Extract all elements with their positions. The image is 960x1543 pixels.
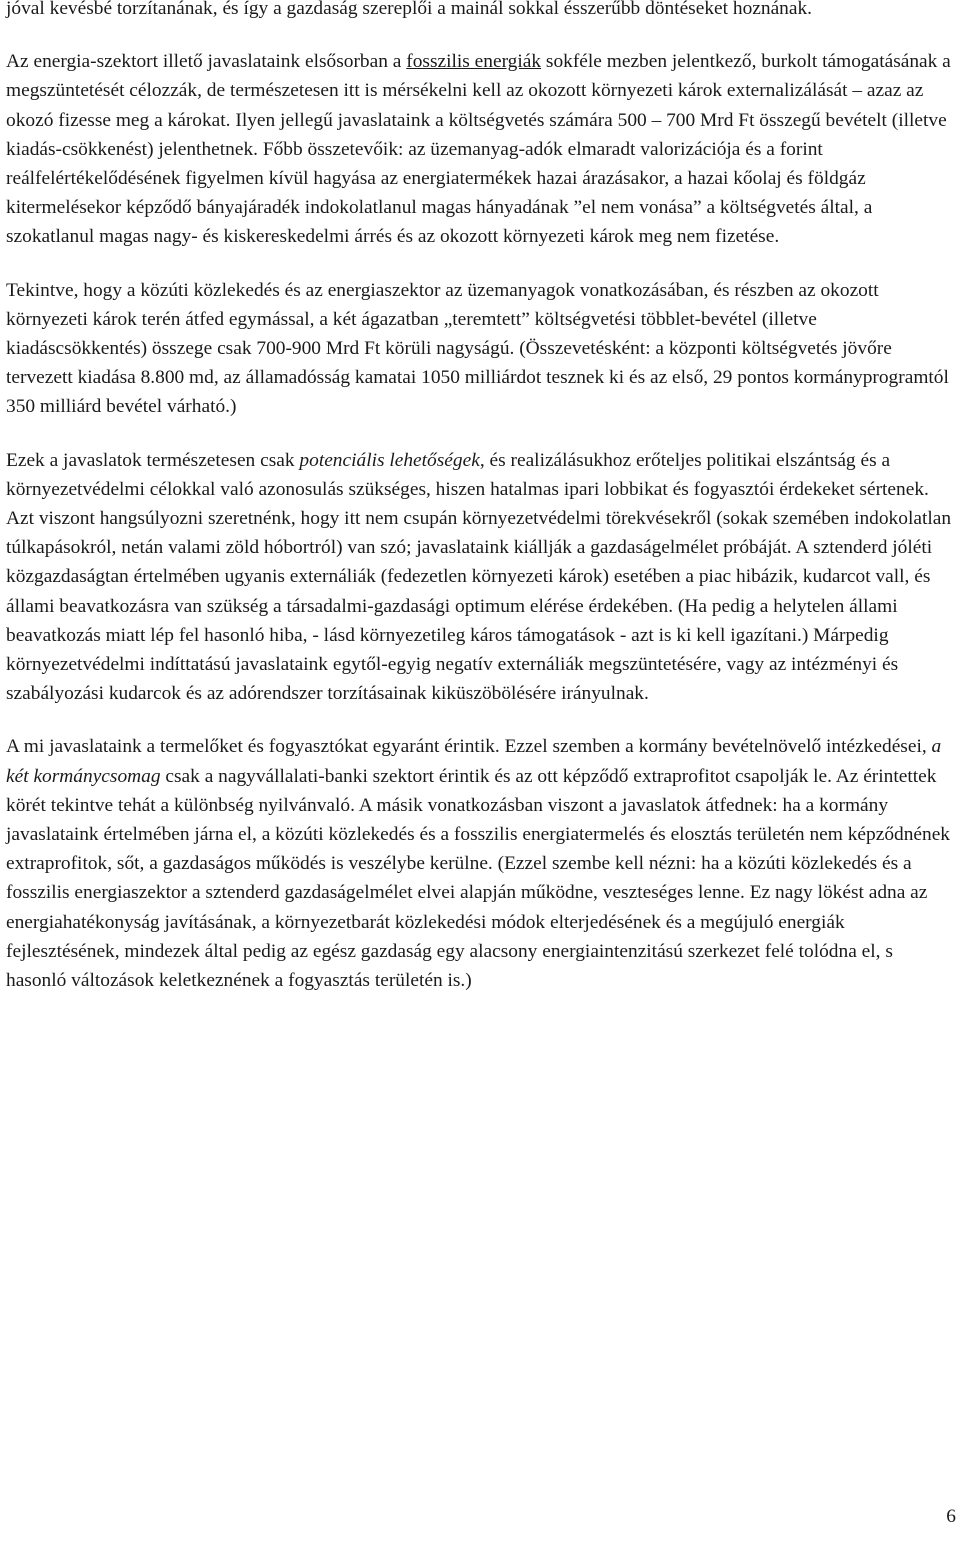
fossil-energy-link[interactable]: fosszilis energiák	[406, 51, 542, 73]
paragraph-text: Az energia-szektort illető javaslataink elsősorban a	[6, 51, 407, 73]
paragraph-text: A mi javaslataink a termelőket és fogyasztókat egyaránt érintik. Ezzel szemben a kormány bevételnövelő intézkedései,	[6, 736, 932, 758]
paragraph-text: Tekintve, hogy a közúti közlekedés és az energiaszektor az üzemanyagok vonatkozásában, és részben az okozott környezeti károk terén átfed egymással, a két ágazatban „teremtett” költségvetési többlet-bevétel (illetve kiadáscsökkentés) összege csak 700-900 Mrd Ft körüli nagyságú. (Összevetésként: a központi költségvetés jövőre tervezett kiadása 8.800 md, az államadósság kamatai 1050 milliárdot tesznek ki és az első, 29 pontos kormányprogramtól 350 milliárd bevétel várható.)	[6, 279, 949, 418]
emphasis-text: a két kormánycsomag	[6, 736, 942, 787]
page-number: 6	[946, 1506, 956, 1527]
emphasis-text: potenciális lehetőségek	[299, 449, 480, 471]
paragraph-text: csak a nagyvállalati-banki szektort érintik és az ott képződő extraprofitot csapolják le. Az érintettek körét tekintve tehát a különbség nyilvánvaló. A másik vonatkozásban viszont a javaslatok átfednek: ha a kormány javaslataink értelmében járna el, a közúti közlekedés és a fosszilis energiatermelés és elosztás területén nem képződnének extraprofitok, sőt, a gazdaságos működés is veszélybe kerülne. (Ezzel szembe kell nézni: ha a közúti közlekedés és a fosszilis energiaszektor a sztenderd gazdaságelmélet elvei alapján működne, veszteséges lenne. Ez nagy lökést adna az energiahatékonyság javításának, a környezetbarát közlekedési módok elterjedésének és a megújuló energiák fejlesztésének, mindezek által pedig az egész gazdaság egy alacsony energiaintenzitású szerkezet felé tolódna el, s hasonló változások keletkeznének a fogyasztás területén is.)	[6, 765, 951, 992]
paragraph-road-transport	[6, 276, 956, 422]
paragraph-text: , és realizálásukhoz erőteljes politikai elszántság és a környezetvédelmi célokkal való azonosulás szükséges, hiszen hatalmas ipari lobbikat és fogyasztói érdekeket sértenek. Azt viszont hangsúlyozni szeretnénk, hogy itt nem csupán környezetvédelmi törekvésekről (sokak szemében indokolatlan túlkapásokról, netán valami zöld hóbortról) van szó; javaslataink kiállják a gazdaságelmélet próbáját. A sztenderd jóléti közgazdaságtan értelmében ugyanis externáliák (fedezetlen környezeti károk) esetében a piac hibázik, kudarcot vall, és állami beavatkozásra van szükség a társadalmi-gazdasági optimum elérése érdekében. (Ha pedig a helytelen állami beavatkozás miatt lép fel hasonló hiba, - lásd környezetileg káros támogatások - azt is ki kell igazítani.) Márpedig környezetvédelmi indíttatású javaslataink egytől-egyig negatív externáliák megszüntetésére, vagy az intézményi és szabályozási kudarcok és az adórendszer torzításainak kiküszöbölésére irányulnak.	[6, 449, 952, 705]
document-body	[6, 0, 956, 995]
paragraph-text: jóval kevésbé torzítanának, és így a gazdaság szereplői a mainál sokkal ésszerűbb döntéseket hoznának.	[6, 0, 813, 19]
paragraph-text: Ezek a javaslatok természetesen csak	[6, 449, 300, 471]
paragraph-producers-consumers	[6, 732, 956, 995]
paragraph-energy-sector	[6, 47, 956, 251]
paragraph-text: sokféle mezben jelentkező, burkolt támogatásának a megszüntetését célozzák, de természetesen itt is mérsékelni kell az okozott környezeti károk externalizálását – azaz az okozó fizesse meg a károkat. Ilyen jellegű javaslataink a költségvetés számára 500 – 700 Mrd Ft összegű bevételt (illetve kiadás-csökkenést) jelenthetnek. Főbb összetevőik: az üzemanyag-adók elmaradt valorizációja és a forint reálfelértékelődésének figyelmen kívül hagyása az energiatermékek hazai árazásakor, a hazai kőolaj és földgáz kitermelésekor képződő bányajáradék indokolatlanul magas hányadának ”el nem vonása” a költségvetés által, a szokatlanul magas nagy- és kiskereskedelmi árrés és az okozott környezeti károk meg nem fizetése.	[6, 51, 951, 248]
paragraph-continuation	[6, 0, 956, 23]
paragraph-potential	[6, 446, 956, 709]
